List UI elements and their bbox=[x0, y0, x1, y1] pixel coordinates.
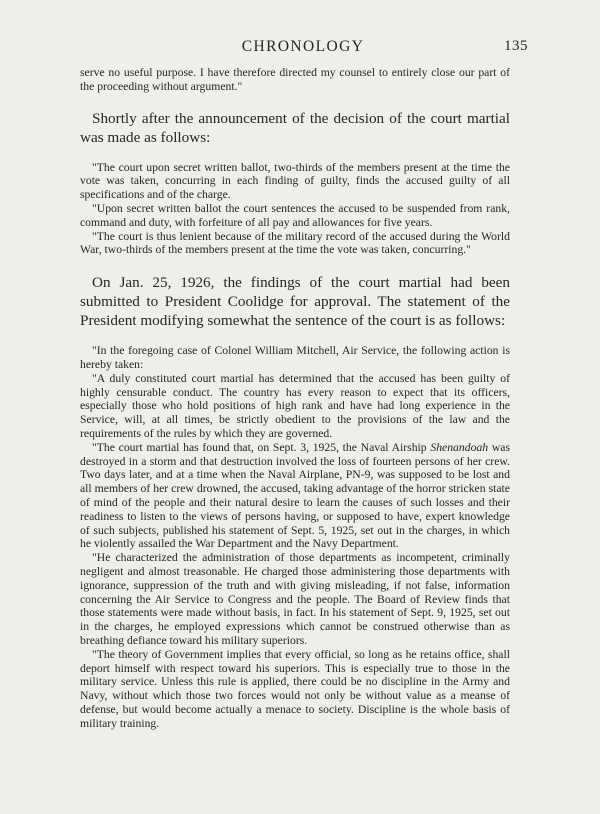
running-head: CHRONOLOGY bbox=[241, 38, 365, 55]
quoted-paragraph: "The theory of Government implies that every official, so long as he retains office, shall deport himself with respect toward his superiors. This is especially true to those in the military service. Unless this rule is applied, there could be no discipline in the Army and Navy, without which those two forces would not only be without value as a meanse of defense, but would become actually a menace to society. Discipline is the whole basis of military training. bbox=[80, 647, 510, 730]
quoted-paragraph: "The court upon secret written ballot, two-thirds of the members present at the time the vote was taken, concurring in each finding of guilty, finds the accused guilty of all specifications and of the charge. bbox=[80, 160, 510, 202]
paragraph: On Jan. 25, 1926, the findings of the court martial had been submitted to President Coolidge for approval. The statement of the President modifying somewhat the sentence of the court is as follows: bbox=[80, 274, 510, 330]
page-body bbox=[80, 66, 510, 730]
quoted-paragraph: "The court is thus lenient because of the military record of the accused during the World War, two-thirds of the members present at the time the vote was taken, concurring." bbox=[80, 229, 510, 257]
quoted-paragraph: "A duly constituted court martial has determined that the accused has been guilty of highly censurable conduct. The country has every reason to expect that its officers, especially those who hold positions of high rank and have had long experience in the Service, will, at all times, be strictly obedient to the provisions of the law and the requirements of the rules by which they are governed. bbox=[80, 371, 510, 440]
quoted-paragraph: "Upon secret written ballot the court sentences the accused to be suspended from rank, command and duty, with forfeiture of all pay and allowances for five years. bbox=[80, 201, 510, 229]
quoted-paragraph: "He characterized the administration of those departments as incompetent, criminally negligent and almost treasonable. He charged those administering those departments with ignorance, suppression of the truth and with giving misleading, if not false, information concerning the Air Service to Congress and the people. The Board of Review finds that those statements were made without basis, in fact. In his statement of Sept. 9, 1925, set out in the charges, he employed expressions which cannot be construed otherwise than as breathing defiance toward his military superiors. bbox=[80, 551, 510, 647]
page-header bbox=[78, 38, 528, 58]
paragraph-text: "The court martial has found that, on Sept. 3, 1925, the Naval Airship bbox=[92, 440, 427, 454]
page-number: 135 bbox=[504, 38, 528, 54]
paragraph: serve no useful purpose. I have therefore directed my counsel to entirely close our part of the proceeding without argument." bbox=[80, 66, 510, 93]
quoted-paragraph: "In the foregoing case of Colonel William Mitchell, Air Service, the following action is hereby taken: bbox=[80, 344, 510, 371]
paragraph: Shortly after the announcement of the decision of the court martial was made as follows: bbox=[80, 109, 510, 146]
paragraph-text: was destroyed in a storm and that destruction involved the loss of fourteen persons of her crew. Two days later, and at a time when the Naval Airplane, PN-9, was supposed to be lost and all members of her crew drowned, the accused, taking advantage of the horror stricken state of mind of the people and their natural desire to learn the causes of such losses and their readiness to listen to the views of persons having, or supposed to have, expert knowledge of such subjects, published his statement of Sept. 5, 1925, set out in the charges, in which he violently assailed the War Department and the Navy Department. bbox=[80, 440, 510, 551]
ship-name: Shenandoah bbox=[430, 440, 489, 454]
quoted-paragraph bbox=[80, 441, 510, 551]
